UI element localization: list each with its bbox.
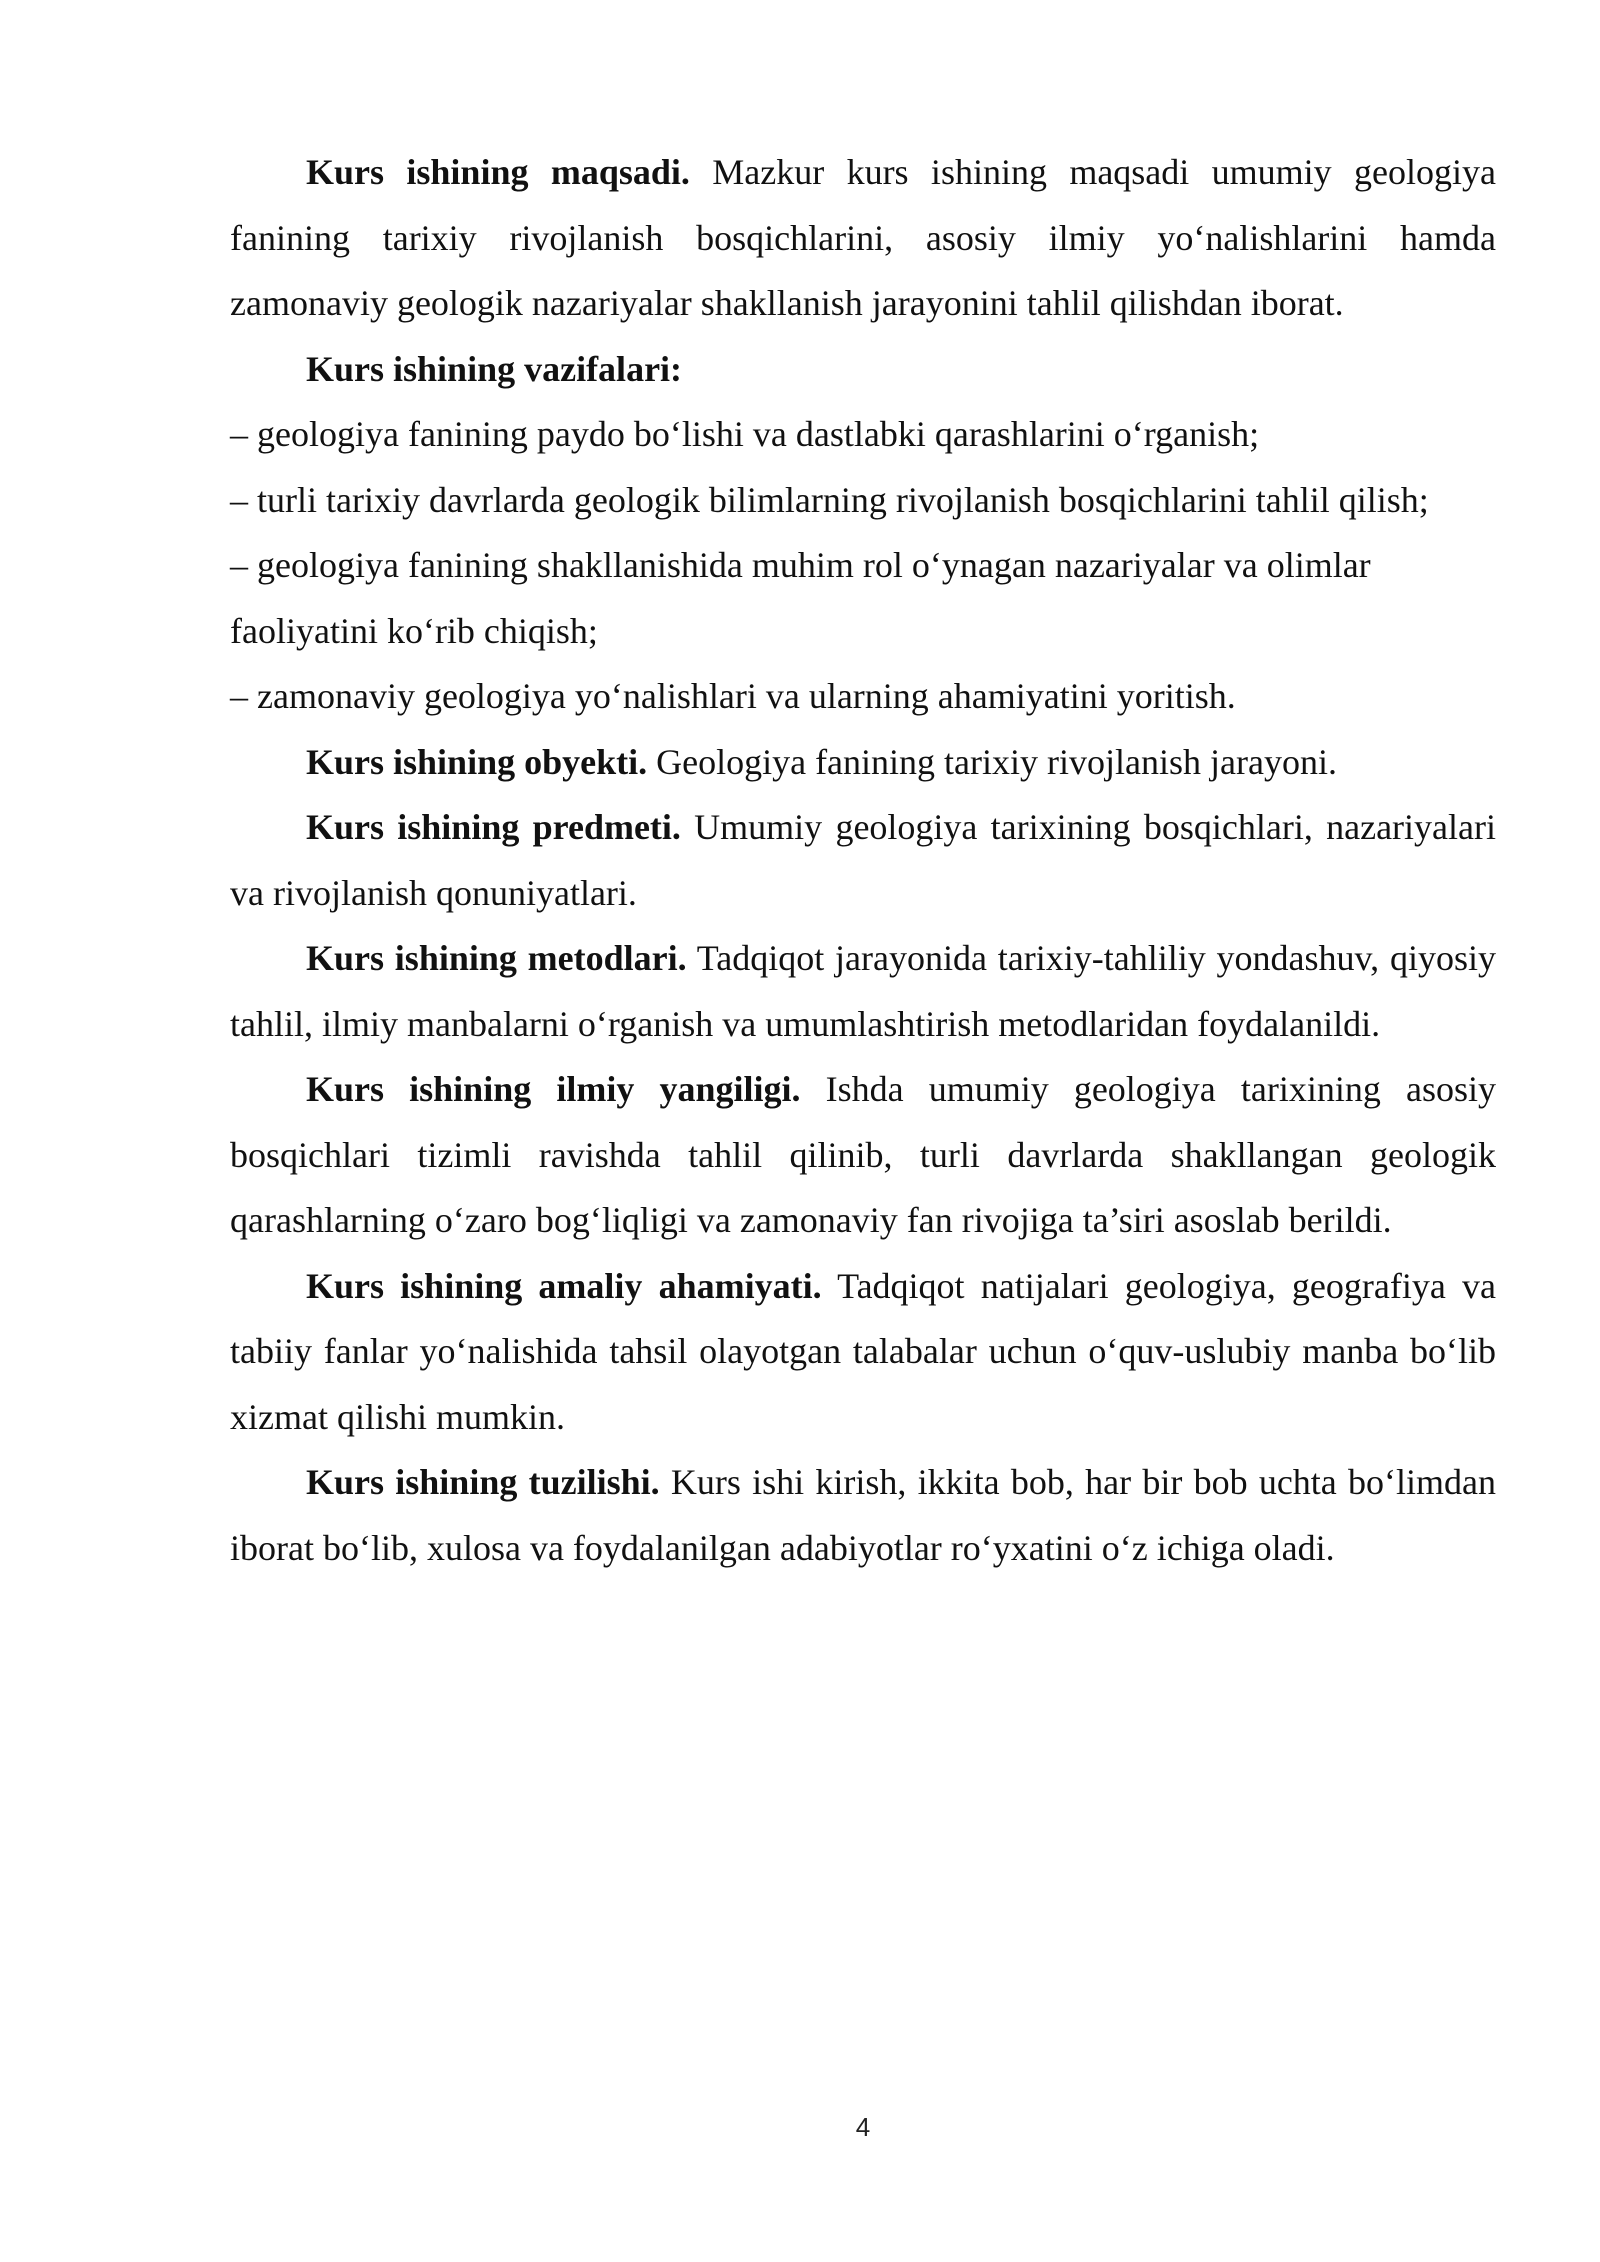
- text-metodlar: Tadqiqot jarayonida tarixiy-tahliliy yondashuv, qiyosiy tahlil, ilmiy manbalarni o‘rganish va umumlashtirish metodlaridan foydalanildi.: [230, 938, 1496, 1044]
- lead-ahamiyat: Kurs ishining amaliy ahamiyati.: [306, 1265, 822, 1306]
- list-item: – turli tarixiy davrlarda geologik bilimlarning rivojlanish bosqichlarini tahlil qilish;: [230, 479, 1429, 520]
- text-maqsad: Mazkur kurs ishining maqsadi umumiy geologiya fanining tarixiy rivojlanish bosqichlarini, asosiy ilmiy yo‘nalishlarini hamda zamonaviy geologik nazariyalar shakllanish jarayonini tahlil qilishdan iborat.: [230, 152, 1496, 323]
- list-item: – zamonaviy geologiya yo‘nalishlari va ularning ahamiyatini yoritish.: [230, 676, 1236, 716]
- lead-predmet: Kurs ishining predmeti.: [306, 807, 681, 847]
- paragraph-yangilik: [230, 1057, 1496, 1254]
- lead-metodlar: Kurs ishining metodlari.: [306, 938, 687, 978]
- page-number: 4: [855, 2112, 871, 2142]
- text-ahamiyat: Tadqiqot natijalari geologiya, geografiya va tabiiy fanlar yo‘nalishida tahsil olayotgan talabalar uchun o‘quv-uslubiy manba bo‘lib xizmat qilishi mumkin.: [230, 1265, 1496, 1437]
- list-item: – geologiya fanining paydo bo‘lishi va dastlabki qarashlarini o‘rganish;: [230, 414, 1260, 454]
- paragraph-tuzilish: [230, 1450, 1496, 1581]
- heading-vazifalar: Kurs ishining vazifalari:: [306, 348, 683, 389]
- text-predmet: Umumiy geologiya tarixining bosqichlari, nazariyalari va rivojlanish qonuniyatlari.: [230, 807, 1496, 913]
- document-page: [230, 140, 1496, 1581]
- paragraph-maqsad: [230, 140, 1496, 337]
- paragraph-ahamiyat: [230, 1254, 1496, 1451]
- paragraph-obyekt: [230, 730, 1496, 796]
- text-tuzilish: Kurs ishi kirish, ikkita bob, har bir bob uchta bo‘limdan iborat bo‘lib, xulosa va foydalanilgan adabiyotlar ro‘yxatini o‘z ichiga oladi.: [230, 1462, 1496, 1568]
- lead-obyekt: Kurs ishining obyekti.: [306, 741, 648, 782]
- vazifalar-list: [230, 402, 1496, 730]
- text-obyekt: Geologiya fanining tarixiy rivojlanish jarayoni.: [647, 741, 1337, 782]
- text-yangilik: Ishda umumiy geologiya tarixining asosiy bosqichlari tizimli ravishda tahlil qilinib, turli davrlarda shakllangan geologik qarashlarning o‘zaro bog‘liqligi va zamonaviy fan rivojiga ta’siri asoslab berildi.: [230, 1069, 1496, 1240]
- list-item: – geologiya fanining shakllanishida muhim rol o‘ynagan nazariyalar va olimlar faoliyatini ko‘rib chiqish;: [230, 545, 1371, 651]
- lead-yangilik: Kurs ishining ilmiy yangiligi.: [306, 1069, 801, 1109]
- lead-maqsad: Kurs ishining maqsadi.: [306, 152, 690, 192]
- paragraph-predmet: [230, 795, 1496, 926]
- lead-tuzilish: Kurs ishining tuzilishi.: [306, 1462, 660, 1502]
- paragraph-metodlar: [230, 926, 1496, 1057]
